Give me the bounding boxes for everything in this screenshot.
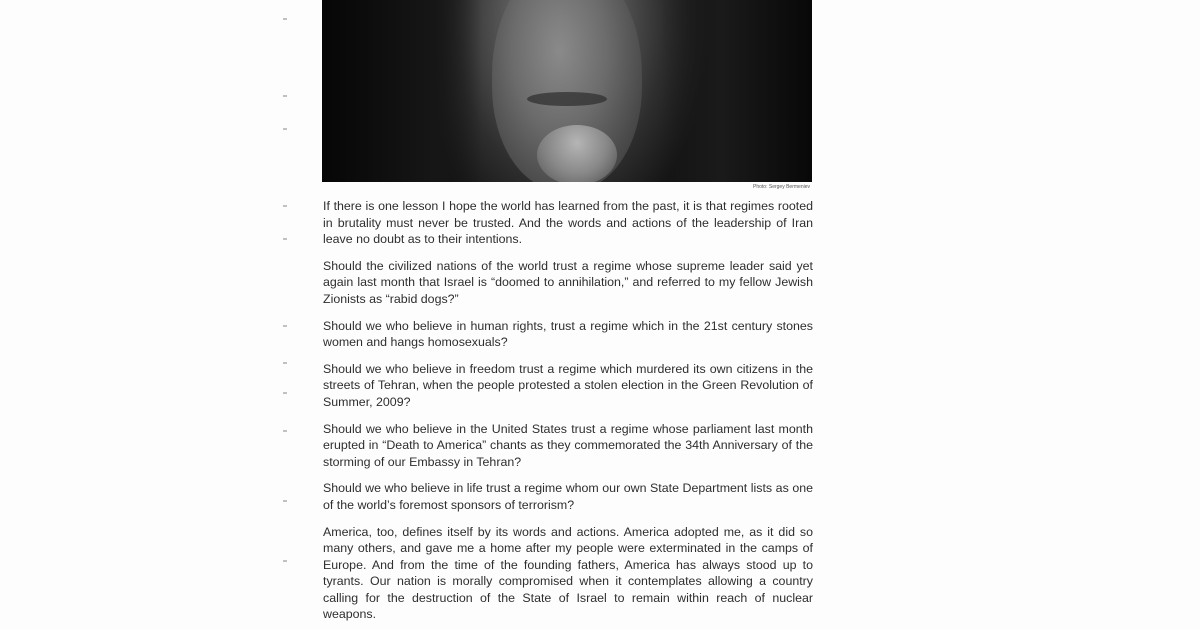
paragraph: Should we who believe in the United States trust a regime whose parliament last month erupted in “Death to America” chants as they commemorated the 34th Anniversary of the storming of our Embassy in Tehran? — [323, 421, 813, 469]
scan-margin-marks — [283, 0, 291, 630]
paragraph: Should we who believe in freedom trust a regime which murdered its own citizens in the streets of Tehran, when the people protested a stolen election in the Green Revolution of Summer, 2009? — [323, 361, 813, 409]
paragraph: America, too, defines itself by its words and actions. America adopted me, as it did so many others, and gave me a home after my people were exterminated in the camps of Europe. And from the time of the founding fathers, America has always stood up to tyrants. Our nation is morally compromised when it contemplates allowing a country calling for the destruction of the State of Israel to remain within reach of nuclear weapons. — [323, 524, 813, 622]
paragraph: If there is one lesson I hope the world has learned from the past, it is that regimes rooted in brutality must never be trusted. And the words and actions of the leadership of Iran leave no doubt as to their intentions. — [323, 199, 813, 247]
portrait-photo — [322, 0, 812, 182]
paragraph: Should we who believe in life trust a regime whom our own State Department lists as one of the world’s foremost sponsors of terrorism? — [323, 481, 813, 512]
article-body — [323, 198, 813, 630]
photo-credit: Photo: Sergey Bermeniev — [753, 184, 810, 190]
paragraph: Should we who believe in human rights, trust a regime which in the 21st century stones women and hangs homosexuals? — [323, 318, 813, 350]
paragraph: Should the civilized nations of the world trust a regime whose supreme leader said yet again last month that Israel is “doomed to annihilation,” and referred to my fellow Jewish Zionists as “rabid dogs?” — [323, 258, 813, 306]
